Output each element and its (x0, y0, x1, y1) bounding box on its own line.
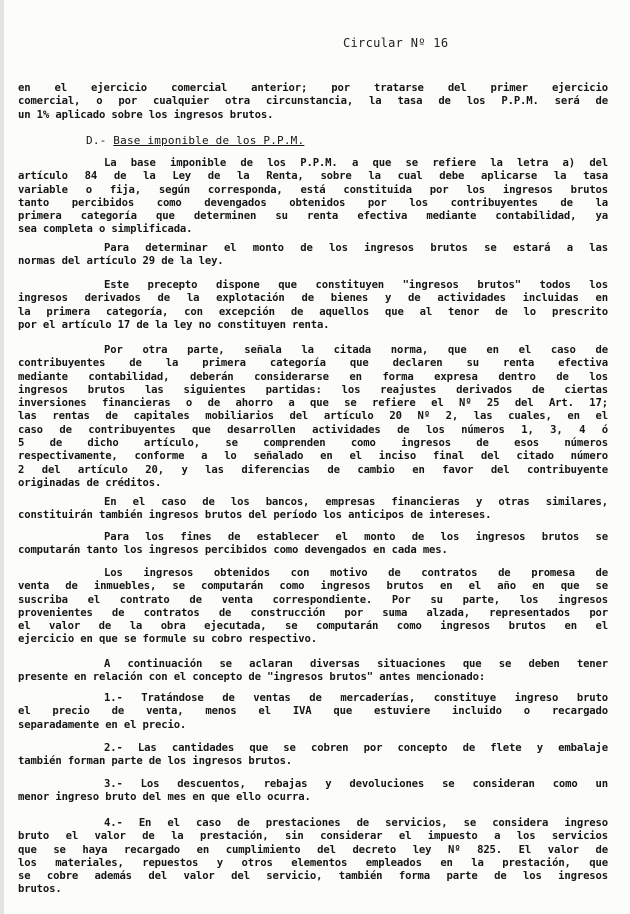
paragraph-base-imponible (18, 157, 608, 237)
text-line: venta de inmuebles, se computarán como ingresos brutos en el año en que se (18, 580, 608, 593)
list-item-4-servicios (18, 817, 608, 897)
text-line: 3.- Los descuentos, rebajas y devoluciones se consideran como un (104, 778, 608, 790)
circular-number-header: Circular Nº 16 (343, 36, 449, 50)
section-heading-label: D.- (86, 134, 114, 147)
text-line: el precio de venta, menos el IVA que estuviere incluido o recargado (18, 705, 608, 718)
section-heading-title: Base imponible de los P.P.M. (113, 134, 305, 147)
text-line: inversiones financieras o de ahorro a que se refiere el Nº 25 del Art. 17; (18, 397, 608, 410)
text-line: 1.- Tratándose de ventas de mercaderías, constituye ingreso bruto (104, 692, 608, 704)
text-line: brutos. (18, 883, 62, 896)
text-line: ingresos brutos las siguientes partidas: los reajustes derivados de ciertas (18, 383, 608, 396)
section-heading (86, 134, 304, 147)
list-item-3-descuentos (18, 778, 608, 805)
text-line: menor ingreso bruto del mes en que ello ocurra. (18, 791, 311, 804)
text-line: primera categoría que determinen su renta efectiva mediante contabilidad, ya (18, 210, 608, 223)
text-line: suscriba el contrato de venta correspondiente. Por su parte, los ingresos (18, 593, 608, 606)
text-line: artículo 84 de la Ley de la Renta, sobre la cual debe aplicarse la tasa (18, 170, 608, 183)
paragraph-determinar-monto (18, 242, 608, 269)
paragraph-continuacion (18, 658, 608, 685)
text-line: las rentas de capitales mobiliarios del artículo 20 Nº 2, las cuales, en el (18, 410, 608, 423)
text-line: Por otra parte, señala la citada norma, que en el caso de (104, 344, 608, 356)
text-line: 2.- Las cantidades que se cobren por concepto de flete y embalaje (104, 742, 608, 754)
text-line: por el artículo 17 de la ley no constituyen renta. (18, 318, 330, 331)
text-line: separadamente en el precio. (18, 718, 187, 731)
text-line: En el caso de los bancos, empresas financieras y otras similares, (104, 496, 608, 508)
text-line: 2 del artículo 20, y las diferencias de cambio en favor del contribuyente (18, 463, 608, 476)
text-line: caso de contribuyentes que desarrollen actividades de los números 1, 3, 4 ó (18, 423, 608, 436)
paragraph-bancos (18, 496, 608, 523)
text-line: sea completa o simplificada. (18, 223, 193, 236)
text-line: 4.- En el caso de prestaciones de servicios, se considera ingreso (104, 817, 608, 829)
text-line: tanto percibidos como devengados obtenidos por los contribuyentes de la (18, 196, 608, 209)
text-line: comercial, o por cualquier otra circunstancia, la tasa de los P.P.M. será de (18, 95, 608, 108)
text-line: un 1% aplicado sobre los ingresos brutos. (18, 108, 274, 121)
text-line: se cobre además del valor del servicio, también forma parte de los ingresos (18, 870, 608, 883)
text-line: normas del artículo 29 de la ley. (18, 255, 224, 268)
text-line: 5 de dicho artículo, se comprenden como ingresos de esos números (18, 437, 608, 450)
text-line: que se haya recargado en cumplimiento del decreto ley Nº 825. El valor de (18, 843, 608, 856)
paragraph-otra-parte (18, 344, 608, 490)
text-line: ejercicio en que se formule su cobro respectivo. (18, 633, 317, 646)
text-line: La base imponible de los P.P.M. a que se refiere la letra a) del (104, 157, 608, 169)
text-line: Para los fines de establecer el monto de los ingresos brutos se (104, 531, 608, 543)
text-line: mediante contabilidad, deberán considerarse en forma expresa dentro de los (18, 370, 608, 383)
text-line: respectivamente, conforme a lo señalado en el inciso final del citado número (18, 450, 608, 463)
text-line: A continuación se aclaran diversas situaciones que se deben tener (104, 658, 608, 670)
scan-edge (0, 0, 4, 914)
text-line: Para determinar el monto de los ingresos brutos se estará a las (104, 242, 608, 254)
paragraph-precepto (18, 279, 608, 332)
text-line: bruto el valor de la prestación, sin considerar el impuesto a los servicios (18, 830, 608, 843)
list-item-1-ventas (18, 692, 608, 732)
text-line: contribuyentes de la primera categoría que declaren su renta efectiva (18, 357, 608, 370)
list-item-2-flete (18, 742, 608, 769)
text-line: computarán tanto los ingresos percibidos como devengados en cada mes. (18, 544, 448, 557)
text-line: ingresos derivados de la explotación de bienes y de actividades incluidas en (18, 292, 608, 305)
text-line: Los ingresos obtenidos con motivo de contratos de promesa de (104, 567, 608, 579)
text-line: también forman parte de los ingresos brutos. (18, 755, 293, 768)
paragraph-promesa-venta (18, 567, 608, 647)
text-line: el valor de la obra ejecutada, se computarán como ingresos brutos en el (18, 620, 608, 633)
paragraph-fines (18, 531, 608, 558)
text-line: constituirán también ingresos brutos del período los anticipos de intereses. (18, 509, 492, 522)
text-line: en el ejercicio comercial anterior; por tratarse del primer ejercicio (18, 82, 608, 94)
text-line: los materiales, repuestos y otros elementos empleados en la prestación, que (18, 856, 608, 869)
text-line: la primera categoría, con excepción de aquellos que al tenor de lo prescrito (18, 305, 608, 318)
text-line: originadas de créditos. (18, 476, 162, 489)
paragraph-continuation (18, 82, 608, 122)
text-line: variable o fija, según corresponda, está constituida por los ingresos brutos (18, 183, 608, 196)
text-line: Este precepto dispone que constituyen "ingresos brutos" todos los (104, 279, 608, 291)
text-line: provenientes de contratos de construcción por suma alzada, representados por (18, 606, 608, 619)
text-line: presente en relación con el concepto de "ingresos brutos" antes mencionado: (18, 671, 486, 684)
